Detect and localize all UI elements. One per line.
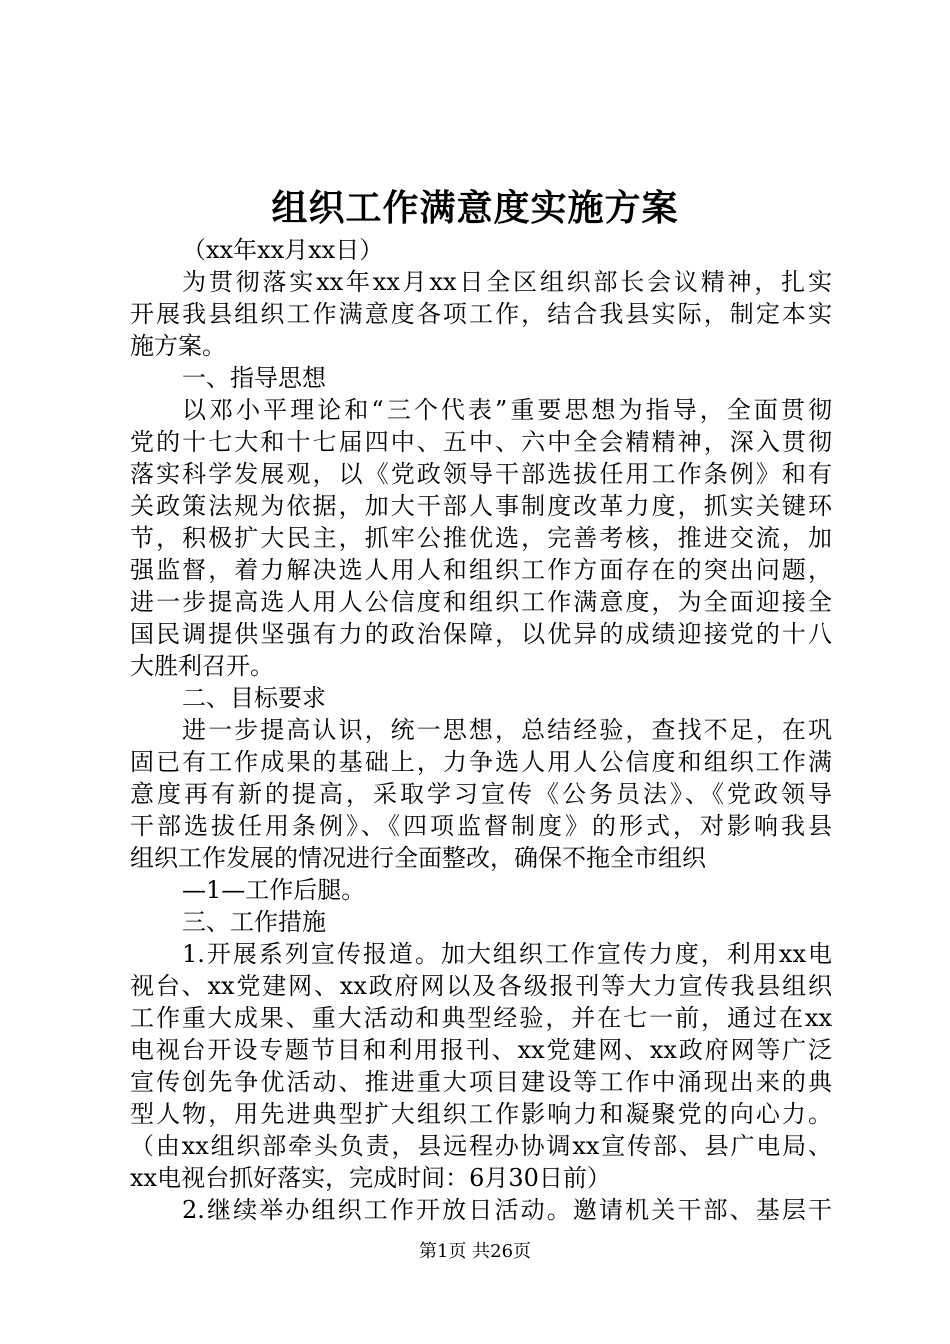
document-body <box>130 234 832 1226</box>
date-line: （xx年xx月xx日） <box>182 236 384 264</box>
paragraph-line: 党的十七大和十七届四中、五中、六中全会精精神，深入贯彻 <box>130 428 832 456</box>
section-heading: 二、目标要求 <box>182 684 326 712</box>
paragraph-line: 开展我县组织工作满意度各项工作，结合我县实际，制定本实 <box>130 300 832 328</box>
paragraph-line: 关政策法规为依据，加大干部人事制度改革力度，抓实关键环 <box>130 492 832 520</box>
paragraph-line: 进一步提高认识，统一思想，总结经验，查找不足，在巩 <box>182 716 832 744</box>
section-heading: 三、工作措施 <box>182 908 326 936</box>
paragraph-line: 工作重大成果、重大活动和典型经验，并在七一前，通过在xx <box>130 1004 832 1032</box>
paragraph-line: 电视台开设专题节目和利用报刊、xx党建网、xx政府网等广泛 <box>130 1036 832 1064</box>
paragraph-line: 宣传创先争优活动、推进重大项目建设等工作中涌现出来的典 <box>130 1068 832 1096</box>
paragraph-line: 1.开展系列宣传报道。加大组织工作宣传力度，利用xx电 <box>182 940 832 968</box>
paragraph-line: 干部选拔任用条例》、《四项监督制度》的形式，对影响我县 <box>130 812 832 840</box>
paragraph-line: —1—工作后腿。 <box>182 876 366 904</box>
page-number-footer: 第1页 共26页 <box>418 1241 532 1262</box>
paragraph-line: 以邓小平理论和“三个代表”重要思想为指导，全面贯彻 <box>182 396 832 424</box>
paragraph-line: 型人物，用先进典型扩大组织工作影响力和凝聚党的向心力。 <box>130 1100 832 1128</box>
paragraph-line: 节，积极扩大民主，抓牢公推优选，完善考核，推进交流，加 <box>130 524 832 552</box>
paragraph-line: 为贯彻落实xx年xx月xx日全区组织部长会议精神，扎实 <box>182 268 832 296</box>
paragraph-line: 固已有工作成果的基础上，力争选人用人公信度和组织工作满 <box>130 748 832 776</box>
paragraph-line: 2.继续举办组织工作开放日活动。邀请机关干部、基层干 <box>182 1196 832 1224</box>
paragraph-line: 大胜利召开。 <box>130 652 274 680</box>
paragraph-line: xx电视台抓好落实，完成时间：6月30日前） <box>130 1164 611 1192</box>
paragraph-line: 落实科学发展观，以《党政领导干部选拔任用工作条例》和有 <box>130 460 832 488</box>
paragraph-line: 强监督，着力解决选人用人和组织工作方面存在的突出问题， <box>130 556 832 584</box>
paragraph-line: 国民调提供坚强有力的政治保障，以优异的成绩迎接党的十八 <box>130 620 832 648</box>
paragraph-line: 进一步提高选人用人公信度和组织工作满意度，为全面迎接全 <box>130 588 832 616</box>
paragraph-line: （由xx组织部牵头负责，县远程办协调xx宣传部、县广电局、 <box>130 1132 832 1160</box>
paragraph-line: 施方案。 <box>130 332 226 360</box>
section-heading: 一、指导思想 <box>182 364 326 392</box>
paragraph-line: 意度再有新的提高，采取学习宣传《公务员法》、《党政领导 <box>130 780 832 808</box>
paragraph-line: 组织工作发展的情况进行全面整改，确保不拖全市组织 <box>130 844 706 872</box>
document-title: 组织工作满意度实施方案 <box>271 187 679 229</box>
paragraph-line: 视台、xx党建网、xx政府网以及各级报刊等大力宣传我县组织 <box>130 972 832 1000</box>
